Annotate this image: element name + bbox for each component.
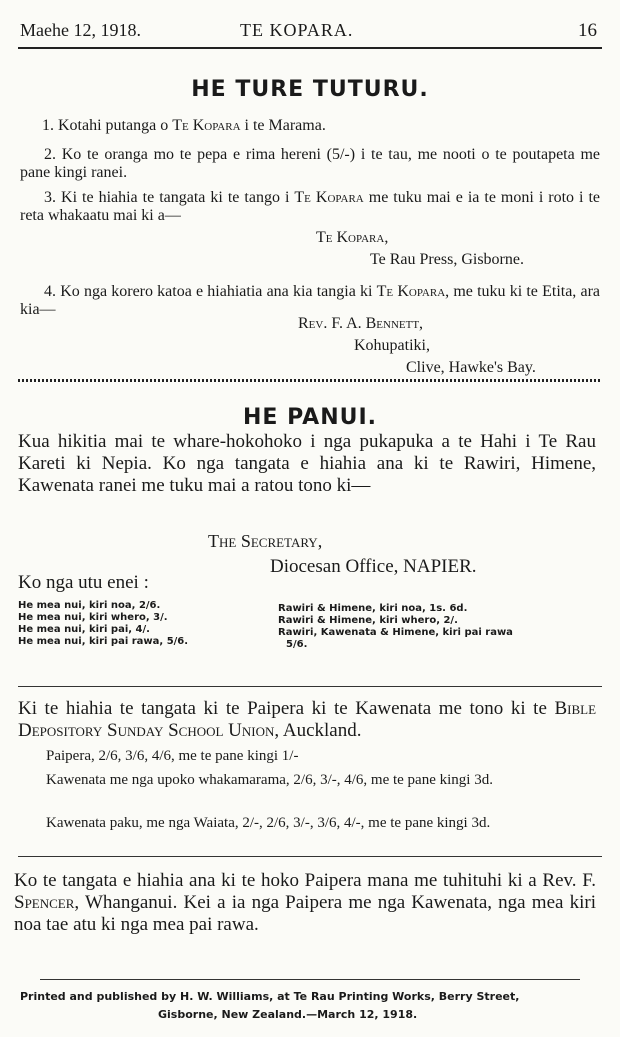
- bible-intro-after: Auckland.: [282, 720, 362, 741]
- bible-intro-sc: Bible Depository Sunday School Union,: [18, 698, 597, 741]
- rule-after: me tuku ki te Etita, ara kia—: [20, 283, 601, 318]
- price-item: He mea nui, kiri pai rawa, 5/6.: [18, 636, 189, 647]
- address1-line2: Te Rau Press, Gisborne.: [370, 251, 524, 268]
- spencer-sc: Spencer,: [14, 892, 80, 913]
- rule-sc: Te Kopara: [294, 189, 364, 206]
- header-title: TE KOPARA.: [240, 20, 354, 40]
- bible-intro-before: Ki te hiahia te tangata ki te Paipera ki te Kawenata me tono ki te: [18, 698, 547, 719]
- rule-text: Kotahi putanga o: [58, 117, 169, 134]
- address1-line1: Te Kopara,: [316, 229, 389, 246]
- price-item: Rawiri & Himene, kiri noa, 1s. 6d.: [278, 603, 468, 614]
- header-rule: [18, 47, 602, 49]
- rule-before: Ko nga korero katoa e hiahiatia ana kia tangia ki: [60, 283, 373, 300]
- rule-sc: Te Kopara,: [376, 283, 450, 300]
- notice-title: HE PANUI.: [242, 405, 378, 430]
- prices-left: [18, 600, 188, 648]
- prices-heading: Ko nga utu enei :: [18, 572, 149, 593]
- header-date: Maehe 12, 1918.: [20, 20, 141, 40]
- footer-line2: Gisborne, New Zealand.—March 12, 1918.: [158, 1008, 418, 1021]
- rule-item-2: [20, 146, 600, 182]
- page-number: 16: [578, 20, 597, 41]
- rule-item-4: [20, 283, 600, 319]
- footer-line1: Printed and published by H. W. Williams, at Te Rau Printing Works, Berry Street,: [20, 990, 520, 1003]
- bible-item-1: Paipera, 2/6, 3/6, 4/6, me te pane kingi 1/-: [46, 748, 299, 764]
- rule-num: 2.: [44, 146, 56, 163]
- rule-num: 4.: [44, 283, 56, 300]
- rule-after: i te Marama.: [244, 117, 326, 134]
- bible-intro: [18, 698, 596, 742]
- address2-line3: Clive, Hawke's Bay.: [406, 359, 536, 376]
- rule-text: Ko te oranga mo te pepa e rima hereni (5/-) i te tau, me nooti o te poutapeta me pane kingi ranei.: [20, 146, 601, 181]
- rule-sc: Te Kopara: [172, 117, 241, 134]
- notice-body: Kua hikitia mai te whare-hokohoko i nga pukapuka a te Hahi i Te Rau Kareti ki Nepia. Ko nga tangata e hiahia ana ki te Rawiri, Himene, Kawenata ranei me tuku mai a ratou tono ki—: [18, 431, 596, 496]
- notice-office: Diocesan Office, NAPIER.: [270, 556, 477, 577]
- spencer-before: Ko te tangata e hiahia ana ki te hoko Paipera mana me tuhituhi ki a Rev. F.: [14, 870, 596, 891]
- footer-rule: [40, 979, 580, 980]
- address2-line2: Kohupatiki,: [354, 337, 430, 354]
- price-item: 5/6.: [286, 639, 308, 650]
- rule-num: 3.: [44, 189, 56, 206]
- bible-item-2: Kawenata me nga upoko whakamarama, 2/6, 3/-, 4/6, me te pane kingi 3d.: [46, 772, 493, 788]
- rules-title: HE TURE TUTURU.: [191, 77, 429, 102]
- spencer-paragraph: [14, 870, 596, 936]
- notice-recipient: The Secretary,: [208, 531, 323, 551]
- rule-num: 1.: [42, 117, 54, 134]
- price-item: He mea nui, kiri noa, 2/6.: [18, 600, 161, 611]
- price-item: He mea nui, kiri whero, 3/.: [18, 612, 168, 623]
- prices-right: [278, 603, 513, 651]
- rule-item-3: [20, 189, 600, 225]
- price-item: Rawiri & Himene, kiri whero, 2/.: [278, 615, 458, 626]
- rule-after: me tuku mai e ia te moni i roto i te reta whakaatu mai ki a—: [20, 189, 601, 224]
- address2-line1: Rev. F. A. Bennett,: [298, 315, 424, 332]
- rule-item-1: [42, 117, 326, 135]
- divider-2: [18, 856, 602, 857]
- spencer-after: Whanganui. Kei a ia nga Paipera me nga Kawenata, nga mea kiri noa tae atu ki nga mea pai rawa.: [14, 892, 596, 935]
- dotted-divider: [18, 379, 602, 382]
- divider-1: [18, 686, 602, 687]
- bible-item-3: Kawenata paku, me nga Waiata, 2/-, 2/6, 3/-, 3/6, 4/-, me te pane kingi 3d.: [46, 815, 491, 831]
- rule-before: Ki te hiahia te tangata ki te tango i: [61, 189, 290, 206]
- price-item: He mea nui, kiri pai, 4/.: [18, 624, 150, 635]
- price-item: Rawiri, Kawenata & Himene, kiri pai rawa: [278, 627, 513, 638]
